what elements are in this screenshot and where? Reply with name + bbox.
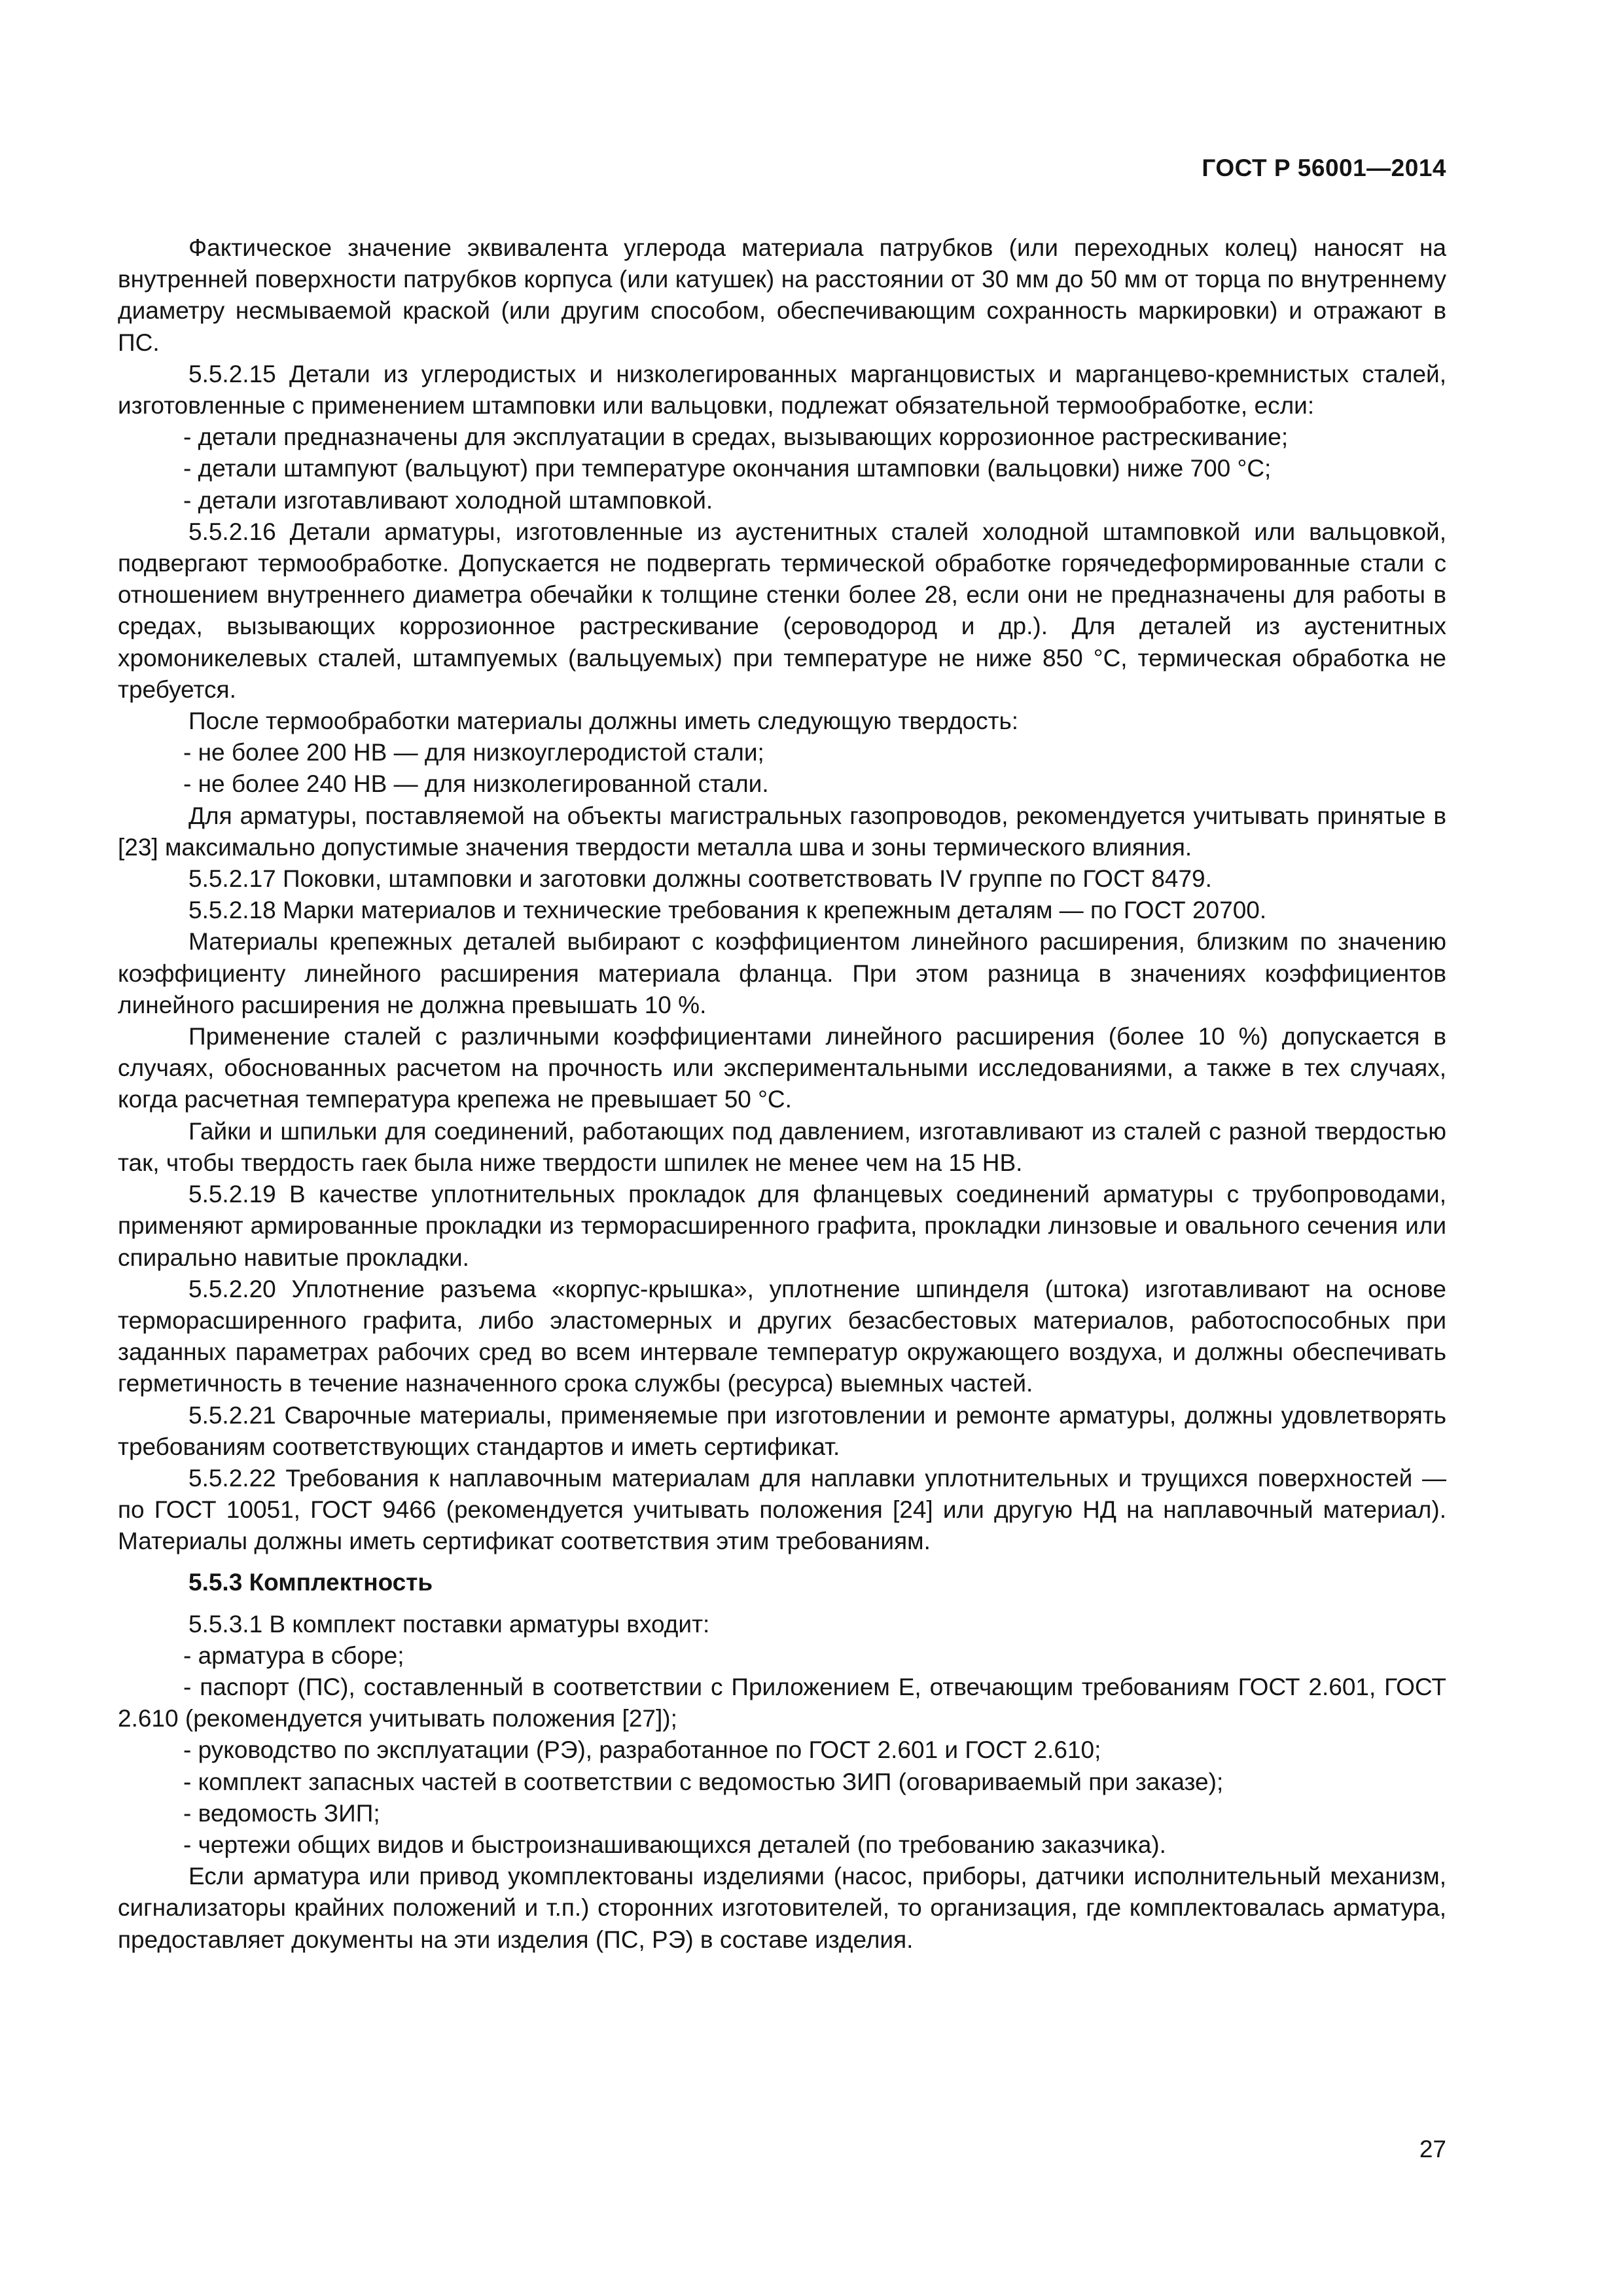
paragraph: Для арматуры, поставляемой на объекты магистральных газопроводов, рекомендуется учитывать принятые в [23] максимально допустимые значения твердости металла шва и зоны термического влияния. [118,802,1446,861]
paragraph-clause-5-5-2-21: 5.5.2.21 Сварочные материалы, применяемые при изготовлении и ремонте арматуры, должны удовлетворять требованиям соответствующих стандартов и иметь сертификат. [118,1401,1446,1460]
paragraph: Фактическое значение эквивалента углерода материала патрубков (или переходных колец) наносят на внутренней поверхности патрубков корпуса (или катушек) на расстоянии от 30 мм до 50 мм от торца по внутреннему диаметру несмываемой краской (или другим способом, обеспечивающим сохранность маркировки) и отражают в ПС. [118,234,1446,356]
list-item: - не более 240 НВ — для низколегированной стали. [183,770,769,798]
list-item: - ведомость ЗИП; [183,1799,380,1827]
list-item: - не более 200 НВ — для низкоуглеродистой стали; [183,739,764,766]
paragraph: После термообработки материалы должны иметь следующую твердость: [188,708,1019,735]
list-item: - комплект запасных частей в соответствии с ведомостью ЗИП (оговариваемый при заказе); [183,1768,1224,1795]
list-item: - паспорт (ПС), составленный в соответствии с Приложением Е, отвечающим требованиям ГОСТ 2.601, ГОСТ 2.610 (рекомендуется учитывать положения [27]); [118,1673,1446,1732]
document-number: ГОСТ Р 56001—2014 [1202,154,1446,181]
list-item: - арматура в сборе; [183,1641,404,1669]
paragraph: Если арматура или привод укомплектованы изделиями (насос, приборы, датчики исполнительный механизм, сигнализаторы крайних положений и т.п.) сторонних изготовителей, то организация, где комплектовалась арматура, предоставляет документы на эти изделия (ПС, РЭ) в составе изделия. [118,1863,1446,1953]
paragraph-clause-5-5-2-17: 5.5.2.17 Поковки, штамповки и заготовки должны соответствовать IV группе по ГОСТ 8479. [188,865,1212,893]
list-item: - руководство по эксплуатации (РЭ), разработанное по ГОСТ 2.601 и ГОСТ 2.610; [183,1736,1101,1764]
paragraph: Гайки и шпильки для соединений, работающих под давлением, изготавливают из сталей с разной твердостью так, чтобы твердость гаек была ниже твердости шпилек не менее чем на 15 НВ. [118,1117,1446,1176]
paragraph: Материалы крепежных деталей выбирают с коэффициентом линейного расширения, близким по значению коэффициенту линейного расширения материала фланца. При этом разница в значениях коэффициентов линейного расширения не должна превышать 10 %. [118,928,1446,1018]
paragraph-clause-5-5-2-19: 5.5.2.19 В качестве уплотнительных прокладок для фланцевых соединений арматуры с трубопроводами, применяют армированные прокладки из терморасширенного графита, прокладки линзовые и овального сечения или спирально навитые прокладки. [118,1181,1446,1271]
list-item: - детали штампуют (вальцуют) при температуре окончания штамповки (вальцовки) ниже 700 °С; [183,455,1272,482]
list-item: - чертежи общих видов и быстроизнашивающихся деталей (по требованию заказчика). [183,1831,1166,1858]
paragraph-clause-5-5-2-18: 5.5.2.18 Марки материалов и технические требования к крепежным деталям — по ГОСТ 20700. [188,897,1267,924]
paragraph-clause-5-5-2-20: 5.5.2.20 Уплотнение разъема «корпус-крышка», уплотнение шпинделя (штока) изготавливают на основе терморасширенного графита, либо эластомерных и других безасбестовых материалов, работоспособных при заданных параметрах рабочих сред во всем интервале температур окружающего воздуха, и должны обеспечивать герметичность в течение назначенного срока службы (ресурса) выемных частей. [118,1275,1446,1397]
paragraph-clause-5-5-2-16: 5.5.2.16 Детали арматуры, изготовленные из аустенитных сталей холодной штамповкой или вальцовкой, подвергают термообработке. Допускается не подвергать термической обработке горячедеформированные стали с отношением внутреннего диаметра обечайки к толщине стенки более 28, если они не предназначены для работы в средах, вызывающих коррозионное растрескивание (сероводород и др.). Для деталей из аустенитных хромоникелевых сталей, штампуемых (вальцуемых) при температуре не ниже 850 °С, термическая обработка не требуется. [118,518,1446,703]
document-body [118,232,1446,1956]
paragraph: Применение сталей с различными коэффициентами линейного расширения (более 10 %) допускается в случаях, обоснованных расчетом на прочность или экспериментальными исследованиями, а также в тех случаях, когда расчетная температура крепежа не превышает 50 °С. [118,1023,1446,1113]
list-item: - детали предназначены для эксплуатации в средах, вызывающих коррозионное растрескивание; [183,423,1289,451]
section-heading: 5.5.3 Комплектность [188,1568,433,1596]
list-item: - детали изготавливают холодной штамповкой. [183,486,713,514]
paragraph-clause-5-5-3-1: 5.5.3.1 В комплект поставки арматуры входит: [188,1610,710,1638]
page-number: 27 [1419,2136,1446,2162]
paragraph-clause-5-5-2-22: 5.5.2.22 Требования к наплавочным материалам для наплавки уплотнительных и трущихся поверхностей — по ГОСТ 10051, ГОСТ 9466 (рекомендуется учитывать положения [24] или другую НД на наплавочный материал). Материалы должны иметь сертификат соответствия этим требованиям. [118,1464,1446,1555]
paragraph-clause-5-5-2-15: 5.5.2.15 Детали из углеродистых и низколегированных марганцовистых и марганцево-кремнистых сталей, изготовленные с применением штамповки или вальцовки, подлежат обязательной термообработке, если: [118,360,1446,420]
